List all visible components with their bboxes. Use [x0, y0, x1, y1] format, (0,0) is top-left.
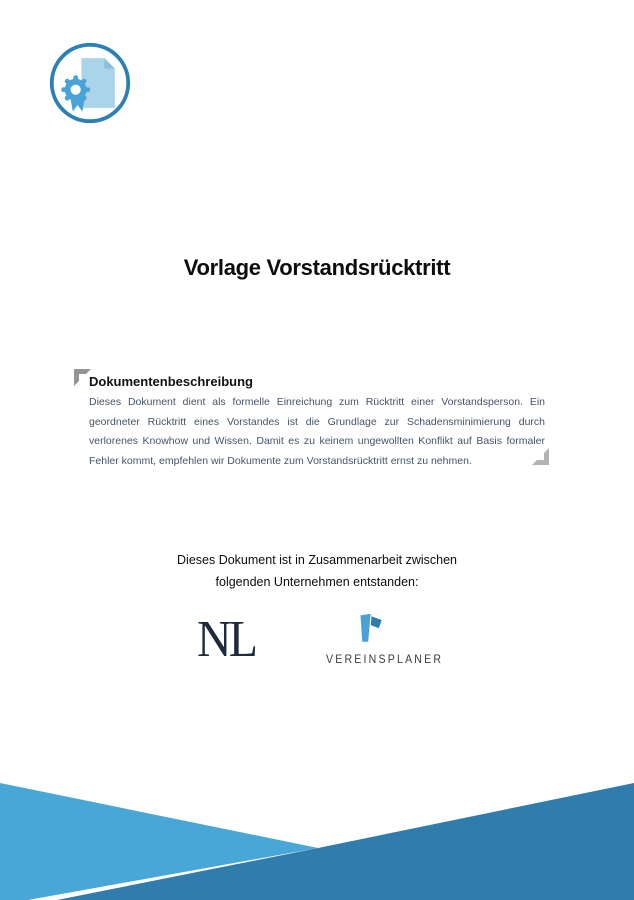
partner-logo-vereinsplaner: [318, 610, 444, 668]
description-heading: Dokumentenbeschreibung: [89, 374, 253, 389]
vereinsplaner-label: VEREINSPLANER: [325, 652, 444, 666]
collaboration-line1: Dieses Dokument ist in Zusammenarbeit zwischen: [177, 553, 457, 567]
footer-decoration: [0, 780, 634, 900]
description-body: Dieses Dokument dient als formelle Einreichung zum Rücktritt einer Vorstandsperson. Ein geordneter Rücktritt eines Vorstandes ist die Grundlage zur Schadensminimierung durch verlorenes Knowhow und Wissen. Damit es zu keinem ungewollten Konflikt auf Basis formaler Fehler kommt, empfehlen wir Dokumente zum Vorstandsrücktritt ernst zu nehmen.: [89, 396, 545, 467]
collaboration-line2: folgenden Unternehmen entstanden:: [215, 575, 419, 589]
page-title: Vorlage Vorstandsrücktritt: [183, 255, 451, 280]
partner-logo-nl: NL: [197, 611, 256, 668]
document-badge-icon: [47, 40, 133, 126]
description-section: [89, 374, 545, 471]
collaboration-statement: [0, 549, 634, 593]
vereinsplaner-flag-icon: [352, 610, 386, 648]
